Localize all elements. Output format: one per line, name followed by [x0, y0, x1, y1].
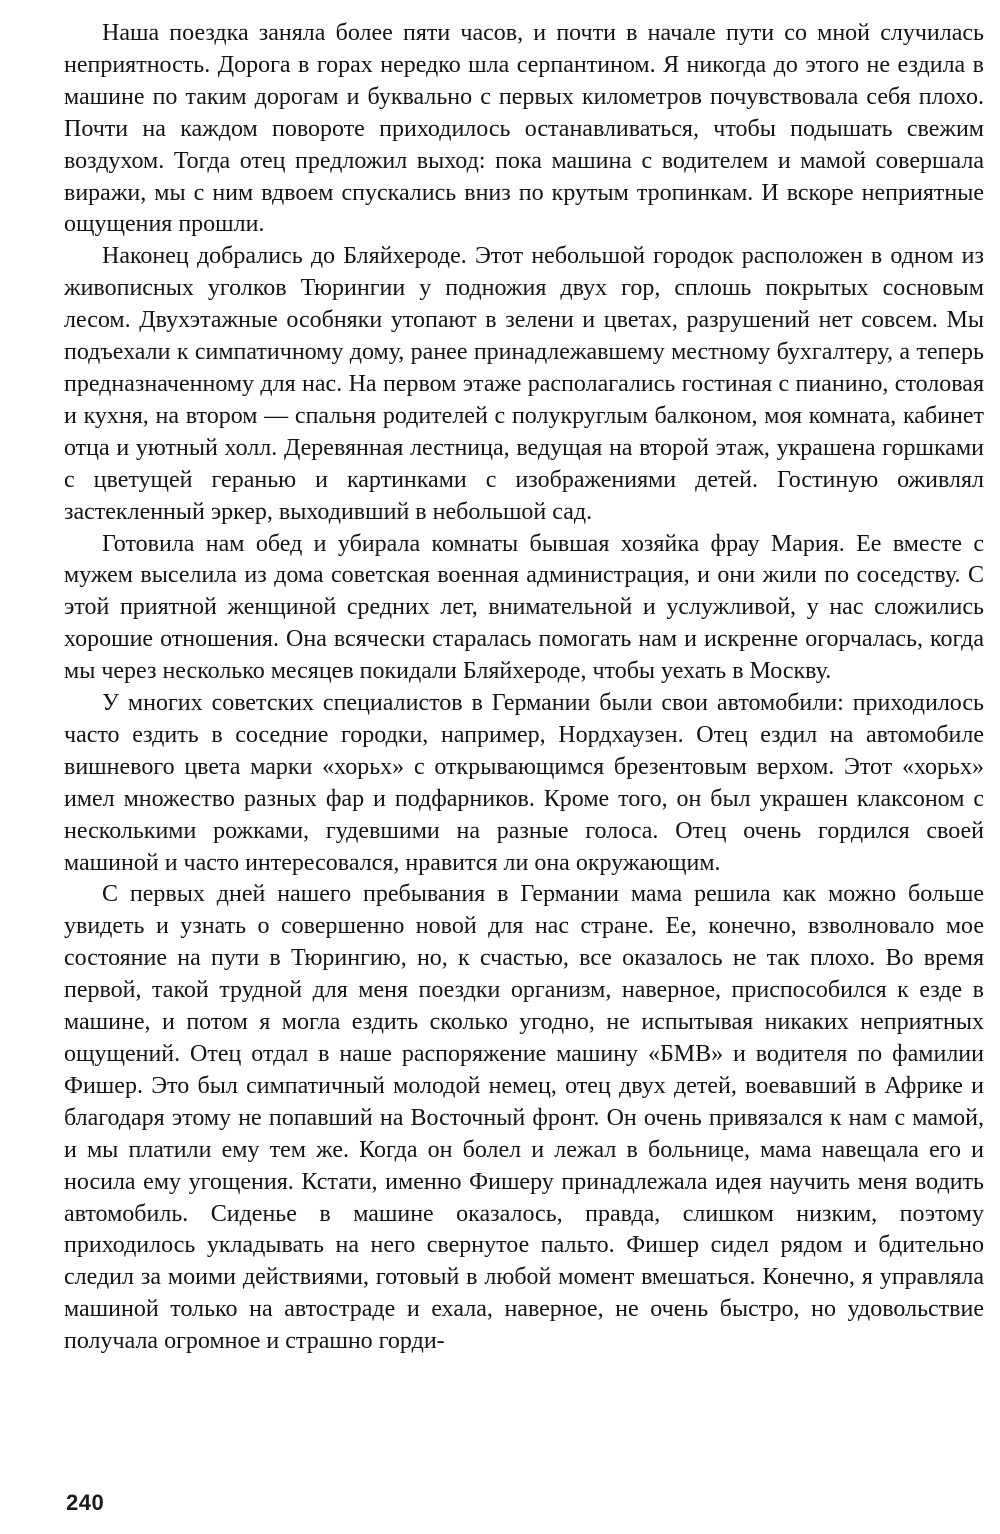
page-number: 240	[66, 1490, 105, 1515]
paragraph-horch-car: У многих советских специалистов в Германии были свои автомобили: приходилось часто ездить в соседние городки, например, Нордхаузен. Отец ездил на автомобиле вишневого цвета марки «хорьх» с открывающимся брезентовым верхом. Этот «хорьх» имел множество разных фар и подфарников. Кроме того, он был украшен клаксоном с несколькими рожками, гудевшими на разные голоса. Отец очень гордился своей машиной и часто интересовался, нравится ли она окружающим.	[64, 690, 984, 876]
paragraph-driver-fischer: С первых дней нашего пребывания в Германии мама решила как можно больше увидеть и узнать о совершенно новой для нас стране. Ее, конечно, взволновало мое состояние на пути в Тюрингию, но, к счастью, все оказалось не так плохо. Во время первой, такой трудной для меня поездки организм, наверное, приспособился к езде в машине, и потом я могла ездить сколько угодно, не испытывая никаких неприятных ощущений. Отец отдал в наше распоряжение машину «БМВ» и водителя по фамилии Фишер. Это был симпатичный молодой немец, отец двух детей, воевавший в Африке и благодаря этому не попавший на Восточный фронт. Он очень привязался к нам с мамой, и мы платили ему тем же. Когда он болел и лежал в больнице, мама навещала его и носила ему угощения. Кстати, именно Фишеру принадлежала идея научить меня водить автомобиль. Сиденье в машине оказалось, правда, слишком низким, поэтому приходилось укладывать на него свернутое пальто. Фишер сидел рядом и бдительно следил за моими действиями, готовый в любой момент вмешаться. Конечно, я управляла машиной только на автостраде и ехала, наверное, не очень быстро, но удовольствие получала огромное и страшно горди-	[64, 881, 984, 1355]
paragraph-frau-maria: Готовила нам обед и убирала комнаты бывшая хозяйка фрау Мария. Ее вместе с мужем выселила из дома советская военная администрация, и они жили по соседству. С этой приятной женщиной средних лет, внимательной и услужливой, у нас сложились хорошие отношения. Она всячески старалась помогать нам и искренне огорчалась, когда мы через несколько месяцев покидали Бляйхероде, чтобы уехать в Москву.	[64, 530, 984, 685]
book-page-text	[64, 18, 984, 1358]
paragraph-bleicherode-house: Наконец добрались до Бляйхероде. Этот небольшой городок расположен в одном из живописных уголков Тюрингии у подножия двух гор, сплошь покрытых сосновым лесом. Двухэтажные особняки утопают в зелени и цветах, разрушений нет совсем. Мы подъехали к симпатичному дому, ранее принадлежавшему местному бухгалтеру, а теперь предназначенному для нас. На первом этаже располагались гостиная с пианино, столовая и кухня, на втором — спальня родителей с полукруглым балконом, моя комната, кабинет отца и уютный холл. Деревянная лестница, ведущая на второй этаж, украшена горшками с цветущей геранью и картинками с изображениями детей. Гостиную оживлял застекленный эркер, выходивший в небольшой сад.	[64, 243, 984, 525]
paragraph-trip-sickness: Наша поездка заняла более пяти часов, и почти в начале пути со мной случилась неприятность. Дорога в горах нередко шла серпантином. Я никогда до этого не ездила в машине по таким дорогам и буквально с первых километров почувствовала себя плохо. Почти на каждом повороте приходилось останавливаться, чтобы подышать свежим воздухом. Тогда отец предложил выход: пока машина с водителем и мамой совершала виражи, мы с ним вдвоем спускались вниз по крутым тропинкам. И вскоре неприятные ощущения прошли.	[64, 20, 984, 238]
